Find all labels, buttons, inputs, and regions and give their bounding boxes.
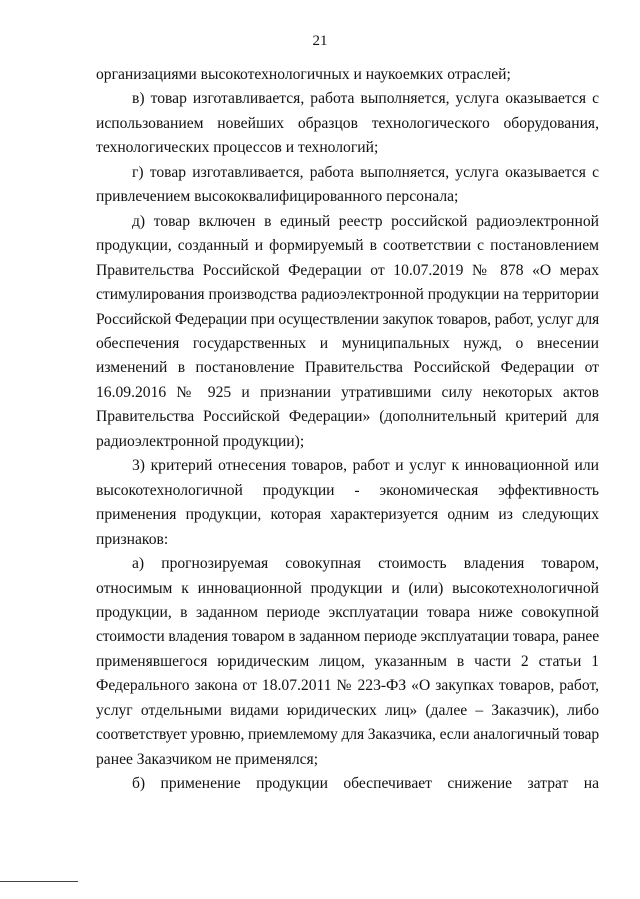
text-line: применявшегося юридическим лицом, указанным в части 2 статьи 1	[96, 652, 599, 670]
text-line: обеспечения государственных и муниципальных нужд, о внесении	[96, 334, 599, 352]
text-line: стоимости владения товаром в заданном периоде эксплуатации товара, ранее	[96, 628, 599, 646]
text-line: организациями высокотехнологичных и наукоемких отраслей;	[96, 66, 511, 83]
text-line: д) товар включен в единый реестр российской радиоэлектронной	[132, 212, 599, 230]
text-line: признаков:	[96, 530, 169, 548]
text-line: услуг отдельными видами юридических лиц» (далее – Заказчик), либо	[96, 701, 599, 719]
text-line: Правительства Российской Федерации от 10.07.2019 № 878 «О мерах	[96, 261, 599, 279]
text-line: а) прогнозируемая совокупная стоимость владения товаром,	[132, 555, 599, 573]
text-line: технологических процессов и технологий;	[96, 139, 379, 157]
page-number: 21	[312, 33, 328, 49]
text-line: относимым к инновационной продукции и (или) высокотехнологичной	[96, 579, 599, 597]
text-line: продукции, созданный и формируемый в соответствии с постановлением	[96, 237, 599, 255]
text-line: стимулирования производства радиоэлектронной продукции на территории	[96, 286, 599, 304]
text-line: Российской Федерации при осуществлении закупок товаров, работ, услуг для	[96, 310, 600, 328]
text-line: изменений в постановление Правительства Российской Федерации от	[96, 359, 599, 377]
text-line: использованием новейших образцов технологического оборудования,	[96, 114, 599, 132]
text-line: 16.09.2016 № 925 и признании утратившими силу некоторых актов	[96, 383, 599, 401]
text-line: соответствует уровню, приемлемому для Заказчика, если аналогичный товар	[96, 726, 600, 744]
text-line: высокотехнологичной продукции - экономическая эффективность	[96, 481, 599, 499]
text-line: в) товар изготавливается, работа выполняется, услуга оказывается с	[132, 90, 599, 108]
text-line: Правительства Российской Федерации» (дополнительный критерий для	[96, 408, 599, 426]
text-line: ранее Заказчиком не применялся;	[96, 750, 319, 768]
text-line: радиоэлектронной продукции);	[96, 432, 305, 450]
text-line: б) применение продукции обеспечивает снижение затрат на	[132, 775, 599, 793]
text-line: продукции, в заданном периоде эксплуатации товара ниже совокупной	[96, 603, 599, 621]
text-line: г) товар изготавливается, работа выполняется, услуга оказывается с	[132, 163, 599, 181]
text-line: Федерального закона от 18.07.2011 № 223-ФЗ «О закупках товаров, работ,	[96, 677, 599, 695]
text-line: применения продукции, которая характеризуется одним из следующих	[96, 506, 599, 524]
document-body	[96, 63, 599, 797]
text-line: 3) критерий отнесения товаров, работ и услуг к инновационной или	[132, 457, 599, 475]
footer-divider	[0, 881, 78, 882]
text-line: привлечением высококвалифицированного персонала;	[96, 188, 459, 206]
